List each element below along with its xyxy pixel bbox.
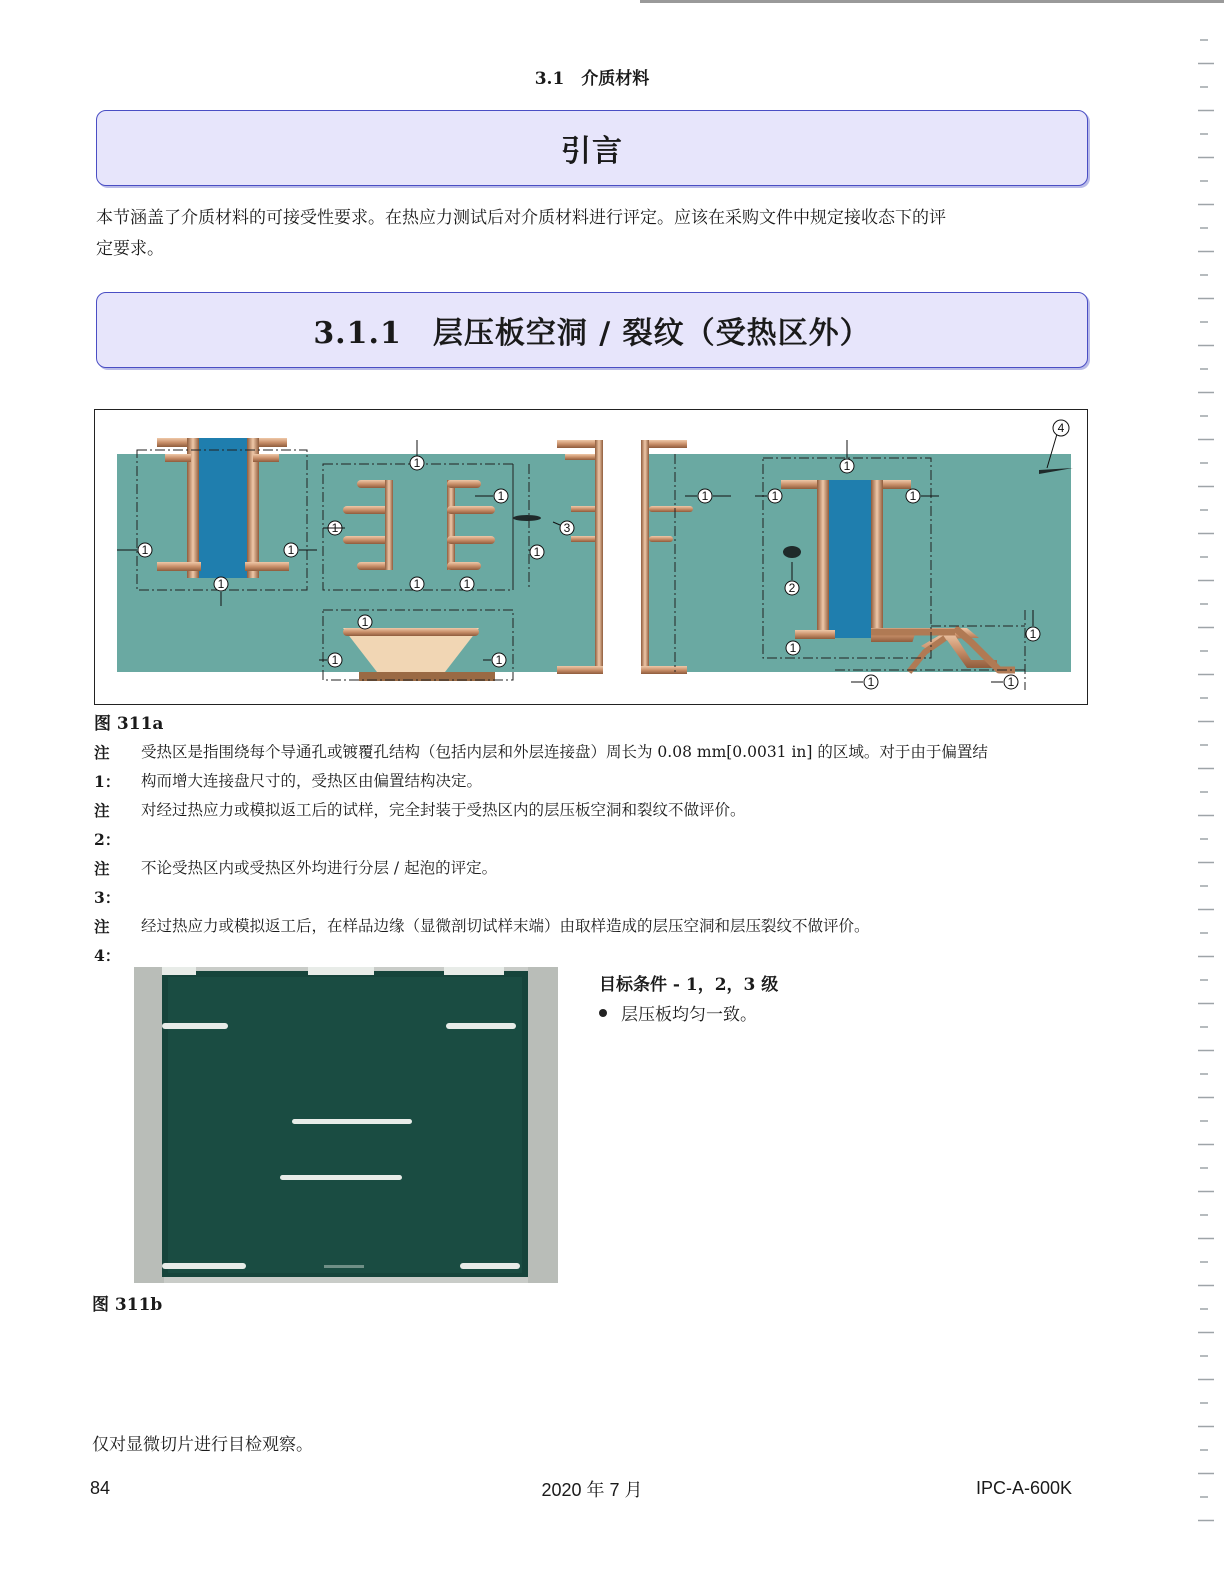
target-condition-bullet bbox=[599, 1000, 757, 1025]
callout-label-3: 3 bbox=[563, 521, 571, 535]
callout-label-4: 4 bbox=[1057, 421, 1065, 435]
intro-paragraph bbox=[96, 203, 1086, 265]
callout-label-1: 1 bbox=[1029, 627, 1037, 641]
binding-edge-marks bbox=[1184, 30, 1224, 1560]
note-line: 构而增大连接盘尺寸的，受热区由偏置结构决定。 bbox=[141, 772, 483, 790]
top-rule bbox=[640, 0, 1224, 3]
note-text bbox=[141, 738, 1086, 796]
page-number: 84 bbox=[90, 1478, 111, 1498]
section-label: 3.1 介质材料 bbox=[534, 69, 650, 89]
footer-date: 2020 年 7 月 bbox=[541, 1480, 643, 1500]
callout-label-1: 1 bbox=[413, 456, 421, 470]
callout-label-1: 1 bbox=[701, 489, 709, 503]
target-condition-text: 层压板均匀一致。 bbox=[621, 1005, 757, 1025]
callout-label-1: 1 bbox=[495, 653, 503, 667]
callout-label-1: 1 bbox=[1007, 675, 1015, 689]
figure-311a bbox=[94, 409, 1088, 705]
intro-banner-title: 引言 bbox=[561, 134, 623, 169]
note-1 bbox=[94, 738, 1086, 796]
note-4 bbox=[94, 912, 1086, 970]
callout-label-1: 1 bbox=[867, 675, 875, 689]
callout-label-1: 1 bbox=[789, 641, 797, 655]
callout-label-1: 1 bbox=[331, 653, 339, 667]
bullet-icon bbox=[599, 1009, 607, 1017]
cross-section-diagram bbox=[95, 410, 1087, 704]
callout-label-1: 1 bbox=[843, 459, 851, 473]
callout-label-1: 1 bbox=[413, 577, 421, 591]
section-banner bbox=[96, 292, 1088, 368]
note-line: 对经过热应力或模拟返工后的试样，完全封装于受热区内的层压板空洞和裂纹不做评价。 bbox=[141, 801, 746, 819]
target-condition-title: 目标条件 - 1，2，3 级 bbox=[599, 975, 779, 995]
note-2 bbox=[94, 796, 1086, 854]
bottom-note: 仅对显微切片进行目检观察。 bbox=[92, 1435, 313, 1455]
doc-id: IPC-A-600K bbox=[976, 1478, 1073, 1498]
figure-311b-photo bbox=[134, 967, 558, 1283]
note-label: 注 3： bbox=[94, 859, 121, 907]
note-label: 注 2： bbox=[94, 801, 121, 849]
figure-311a-caption: 图 311a bbox=[94, 714, 164, 734]
callout-label-1: 1 bbox=[463, 577, 471, 591]
callout-label-1: 1 bbox=[217, 577, 225, 591]
callout-label-1: 1 bbox=[361, 615, 369, 629]
callout-label-1: 1 bbox=[497, 489, 505, 503]
callout-label-1: 1 bbox=[141, 543, 149, 557]
note-label: 注 4： bbox=[94, 917, 121, 965]
callout-label-1: 1 bbox=[331, 521, 339, 535]
note-line: 受热区是指围绕每个导通孔或镀覆孔结构（包括内层和外层连接盘）周长为 0.08 mm[0.0031 in] 的区域。对于由于偏置结 bbox=[141, 743, 988, 761]
callout-label-1: 1 bbox=[909, 489, 917, 503]
section-banner-title: 3.1.1 层压板空洞 / 裂纹（受热区外） bbox=[313, 316, 871, 351]
note-line: 不论受热区内或受热区外均进行分层 / 起泡的评定。 bbox=[141, 859, 498, 877]
intro-paragraph-line: 定要求。 bbox=[96, 239, 164, 259]
callout-label-1: 1 bbox=[771, 489, 779, 503]
figure-311b-caption: 图 311b bbox=[92, 1295, 163, 1315]
micrograph-image bbox=[134, 967, 558, 1283]
notes-list bbox=[94, 738, 1086, 970]
callout-label-1: 1 bbox=[533, 545, 541, 559]
note-label: 注 1： bbox=[94, 743, 121, 791]
note-line: 经过热应力或模拟返工后，在样品边缘（显微剖切试样末端）由取样造成的层压空洞和层压裂纹不做评价。 bbox=[141, 917, 870, 935]
intro-paragraph-line: 本节涵盖了介质材料的可接受性要求。在热应力测试后对介质材料进行评定。应该在采购文件中规定接收态下的评 bbox=[96, 208, 946, 228]
intro-banner bbox=[96, 110, 1088, 186]
callout-label-2: 2 bbox=[788, 581, 796, 595]
callout-label-1: 1 bbox=[287, 543, 295, 557]
note-3 bbox=[94, 854, 1086, 912]
